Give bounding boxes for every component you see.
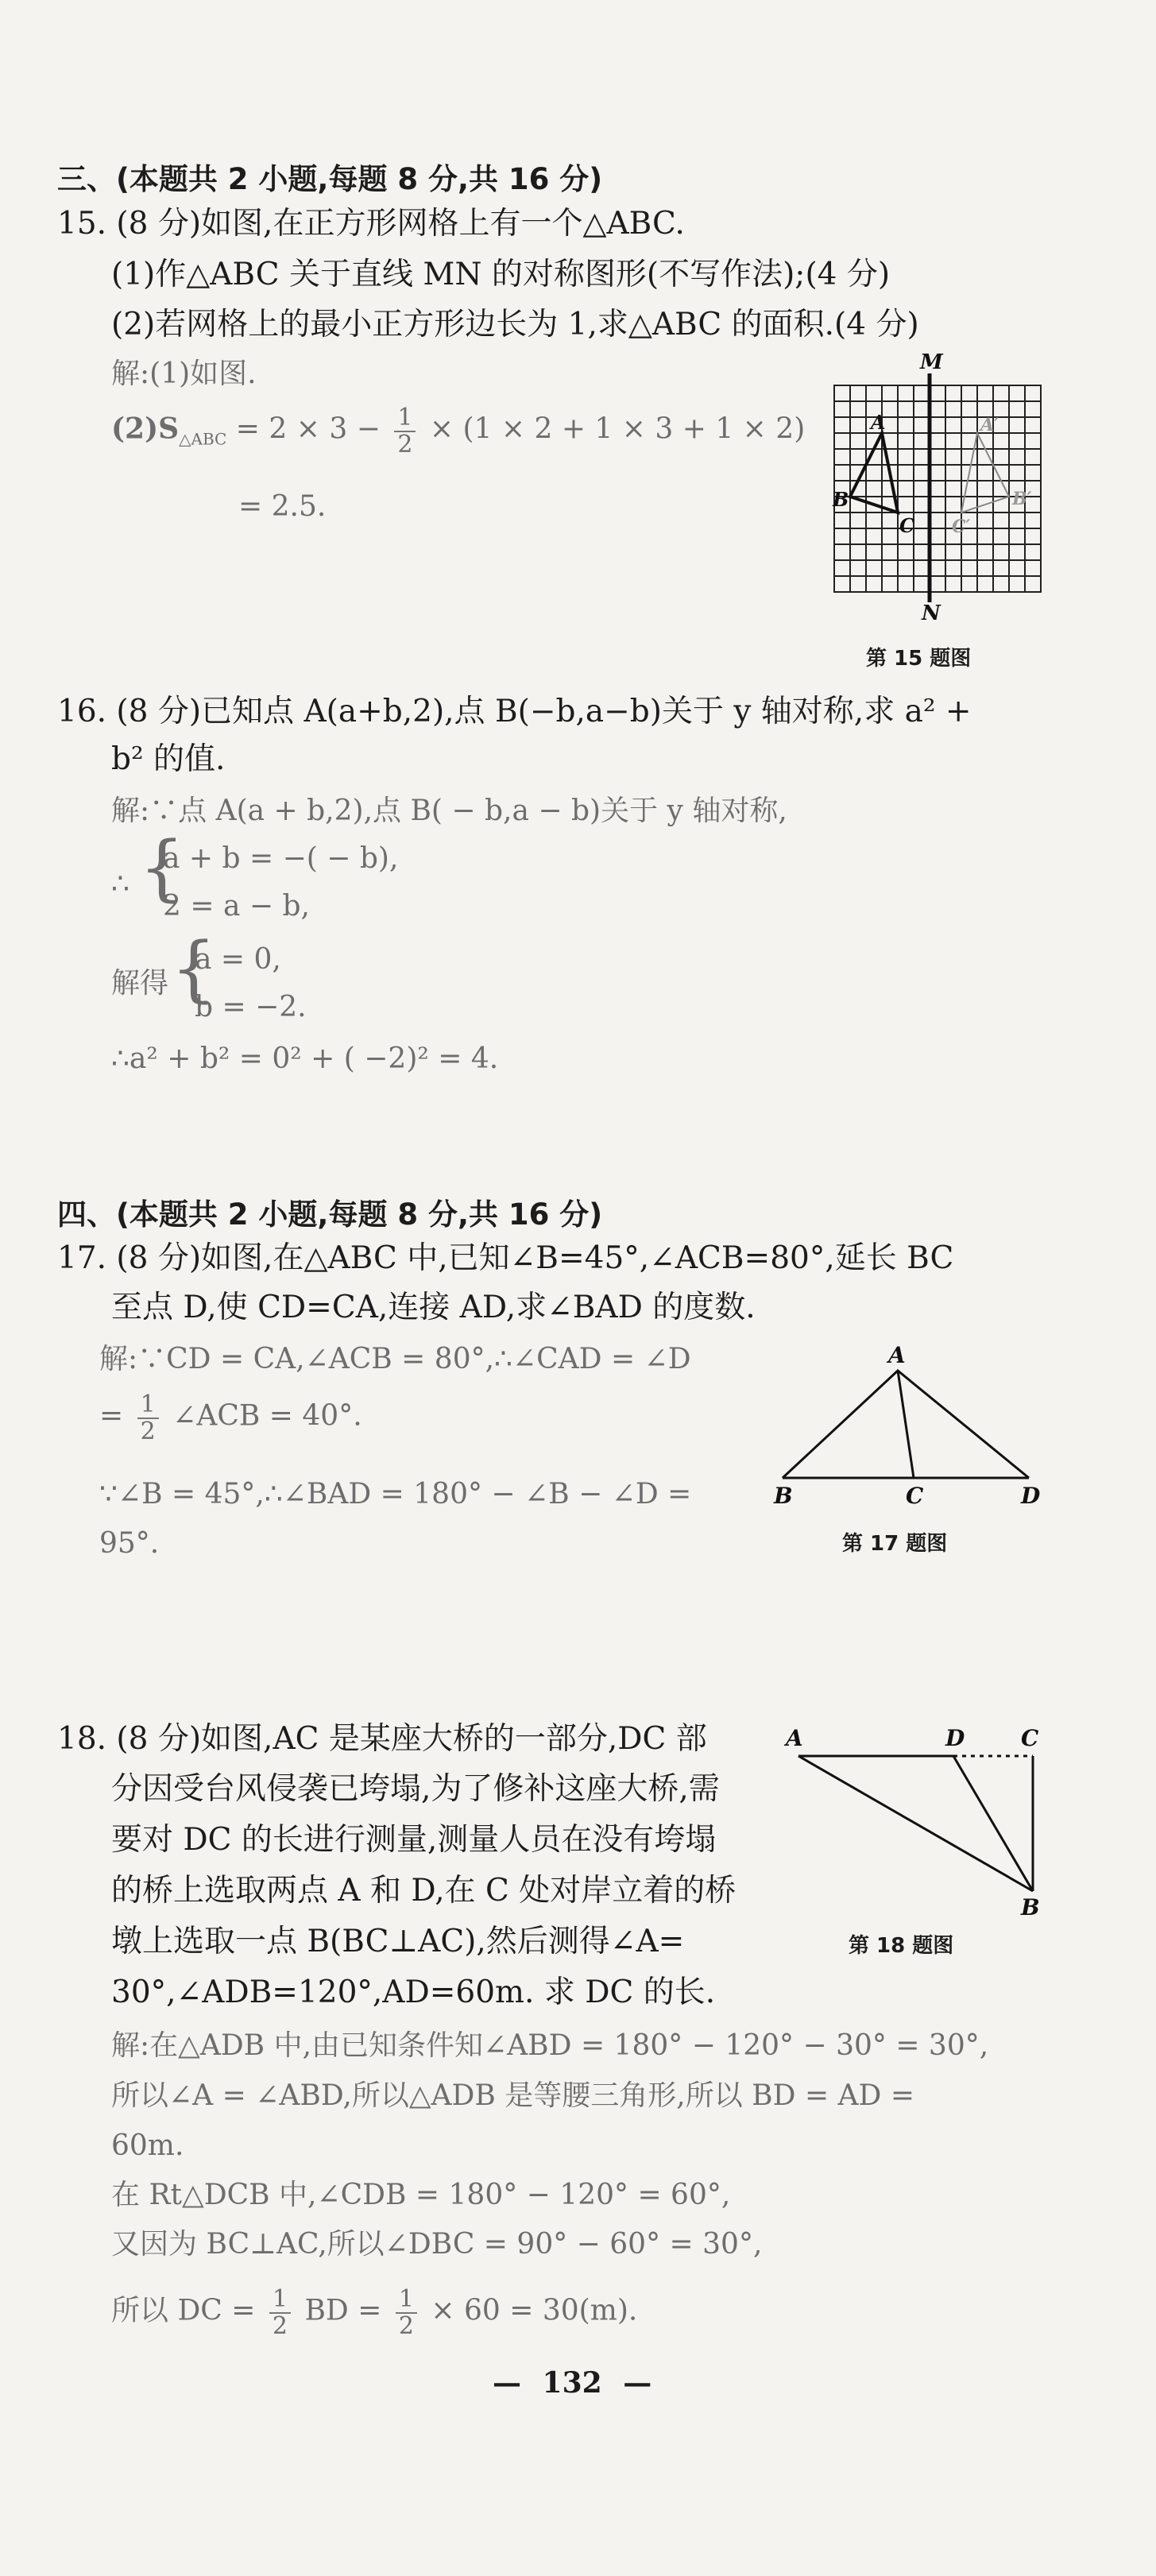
q18-label-d: D [945,1725,965,1751]
q18-caption: 第 18 题图 [849,1934,954,1958]
q15-part2: (2)若网格上的最小正方形边长为 1,求△ABC 的面积.(4 分) [111,307,919,342]
q17-label-d: D [1021,1483,1041,1509]
q18-stem-4: 的桥上选取两点 A 和 D,在 C 处对岸立着的桥 [111,1873,737,1909]
q18-stem-2: 分因受台风侵袭已垮塌,为了修补这座大桥,需 [111,1771,720,1807]
q18-segment-db [953,1756,1033,1891]
q17-eq: = [99,1399,124,1433]
q17-answer-4: 95°. [99,1527,160,1560]
q17-eq-post: ∠ACB = 40°. [172,1399,362,1433]
q17-frac-den: 2 [140,1417,156,1445]
q18-label-b: B [1021,1894,1040,1920]
label-b-prime: B′ [1012,489,1032,509]
q18-dc-mid: BD = [304,2294,382,2327]
label-a-prime: A′ [980,415,999,435]
q17-fraction [137,1392,159,1444]
q18-frac1-num: 1 [269,2287,291,2314]
q15-stem: 15. (8 分)如图,在正方形网格上有一个△ABC. [57,206,685,242]
label-c-prime: C′ [952,516,971,537]
q15-area-sub: △ABC [179,429,227,449]
q18-stem-5: 墩上选取一点 B(BC⊥AC),然后测得∠A= [111,1924,685,1959]
q16-therefore: ∴ [111,868,130,900]
q15-frac-den: 2 [397,430,413,458]
section-3-heading: 三、(本题共 2 小题,每题 8 分,共 16 分) [57,162,603,196]
q18-stem-6: 30°,∠ADB=120°,AD=60m. 求 DC 的长. [111,1975,716,2010]
q17-label-c: C [906,1483,924,1509]
label-n: N [922,601,941,625]
q15-answer-2 [111,405,805,457]
q16-solve-label: 解得 [111,967,169,1000]
q15-answer-1: 解:(1)如图. [111,358,257,390]
q15-figure [810,350,1065,659]
page-footer [493,2366,651,2400]
q17-stem-1: 17. (8 分)如图,在△ABC 中,已知∠B=45°,∠ACB=80°,延长 BC [57,1240,954,1276]
q15-answer-3: = 2.5. [238,490,327,523]
q15-part1: (1)作△ABC 关于直线 MN 的对称图形(不写作法);(4 分) [111,257,891,292]
q17-frac-num: 1 [137,1392,159,1419]
q18-fraction-2 [396,2287,417,2338]
q18-stem-3: 要对 DC 的长进行测量,测量人员在没有垮塌 [111,1822,717,1858]
q16-brace-1: { [139,826,185,910]
q15-area-s: (2)S [111,412,180,446]
q17-caption: 第 17 题图 [842,1532,948,1556]
triangle-abc [850,433,898,512]
q17-label-a: A [888,1342,906,1368]
q15-area-mid: = 2 × 3 − [235,412,381,446]
q18-fraction-1 [269,2287,291,2338]
q15-area-fraction [394,405,416,457]
q16-system-2-line-1: a = 0, [195,943,281,976]
q16-system-2-line-2: b = −2. [195,991,307,1023]
q18-label-a: A [786,1725,803,1751]
q16-system-1-line-1: a + b = −( − b), [163,842,399,875]
label-c: C [899,514,915,537]
q18-figure [783,1720,1057,1935]
q16-answer-final: ∴a² + b² = 0² + ( −2)² = 4. [111,1042,499,1075]
q16-answer-1: 解:∵点 A(a + b,2),点 B( − b,a − b)关于 y 轴对称, [111,795,787,827]
q18-dc-prefix: 所以 DC = [111,2294,256,2327]
q16-stem-2: b² 的值. [111,741,226,777]
q16-stem-1: 16. (8 分)已知点 A(a+b,2),点 B(−b,a−b)关于 y 轴对称,求 a² + [57,694,972,729]
q18-frac2-den: 2 [398,2311,414,2340]
footer-dash-right: — [623,2366,652,2400]
footer-dash-left: — [493,2366,521,2400]
q18-answer-6 [111,2287,637,2338]
q18-answer-4: 在 Rt△DCB 中,∠CDB = 180° − 120° = 60°, [111,2179,731,2211]
q17-stem-2: 至点 D,使 CD=CA,连接 AD,求∠BAD 的度数. [111,1290,756,1325]
q18-dc-post: × 60 = 30(m). [431,2294,638,2327]
q17-answer-3: ∵∠B = 45°,∴∠BAD = 180° − ∠B − ∠D = [99,1478,692,1510]
q17-answer-1: 解:∵CD = CA,∠ACB = 80°,∴∠CAD = ∠D [99,1343,691,1375]
q18-label-c: C [1021,1725,1039,1751]
q18-frac1-den: 2 [272,2311,288,2340]
q17-answer-2 [99,1392,362,1444]
q18-answer-5: 又因为 BC⊥AC,所以∠DBC = 90° − 60° = 30°, [111,2228,763,2261]
q15-grid [834,385,1041,592]
q18-segment-ab [798,1756,1033,1891]
q18-answer-3: 60m. [111,2129,184,2162]
q16-system-1-line-2: 2 = a − b, [163,890,310,922]
triangle-abc-reflected [961,433,1009,512]
q18-answer-1: 解:在△ADB 中,由已知条件知∠ABD = 180° − 120° − 30° = 30°, [111,2029,989,2062]
q18-answer-2: 所以∠A = ∠ABD,所以△ADB 是等腰三角形,所以 BD = AD = [111,2079,915,2112]
label-a: A [871,411,886,434]
q15-caption: 第 15 题图 [866,647,972,671]
q16-brace-2: { [171,927,217,1011]
section-4-heading: 四、(本题共 2 小题,每题 8 分,共 16 分) [57,1197,603,1232]
page-number: 132 [542,2366,602,2400]
label-b: B [833,488,849,511]
label-m: M [920,350,943,374]
q15-area-post: × (1 × 2 + 1 × 3 + 1 × 2) [429,412,806,446]
q15-frac-num: 1 [394,405,416,432]
q18-frac2-num: 1 [396,2287,417,2314]
q17-figure [763,1335,1057,1510]
q18-stem-1: 18. (8 分)如图,AC 是某座大桥的一部分,DC 部 [57,1721,707,1757]
q17-label-b: B [774,1483,793,1509]
q17-segment-ac [898,1371,914,1478]
